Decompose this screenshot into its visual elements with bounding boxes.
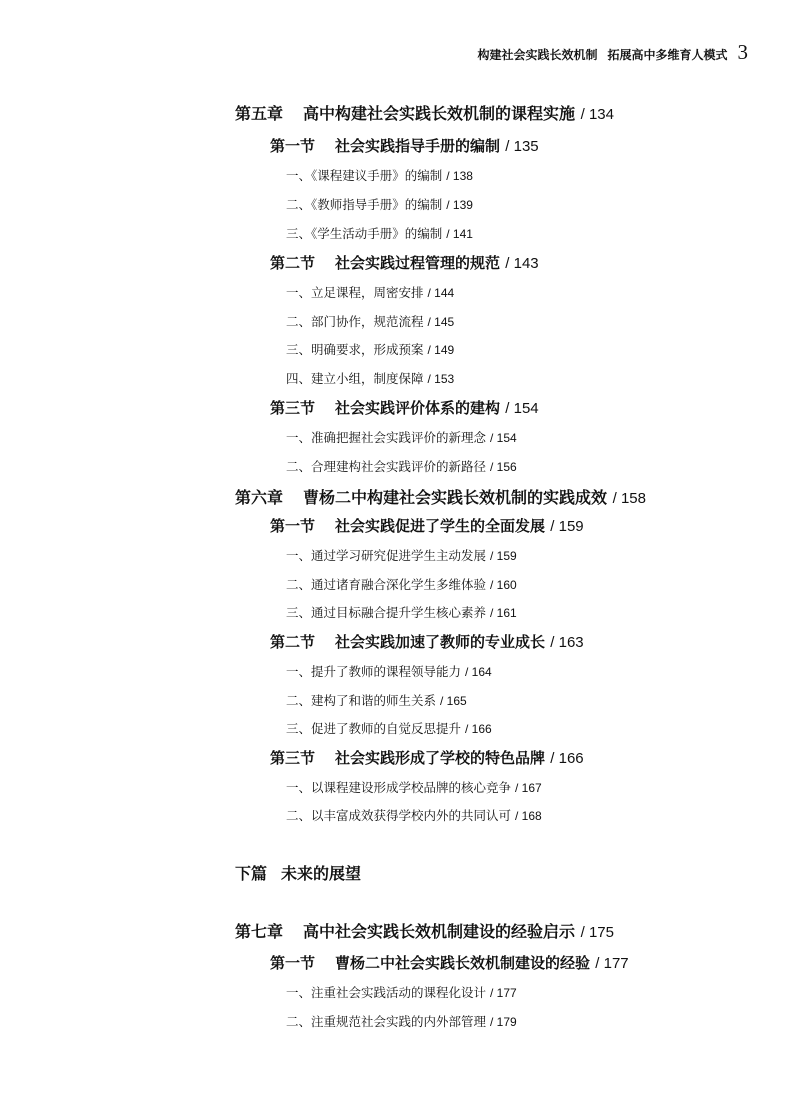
- toc-item[interactable]: [286, 312, 454, 330]
- item-page: / 167: [515, 781, 542, 795]
- section-number: 第一节: [270, 954, 316, 972]
- item-text: 二、注重规范社会实践的内外部管理: [286, 1014, 487, 1029]
- section-page: / 135: [505, 138, 539, 155]
- item-page: / 160: [490, 578, 517, 592]
- item-text: 二、建构了和谐的师生关系: [286, 693, 437, 708]
- chapter-number: 第七章: [235, 922, 284, 941]
- item-page: / 144: [427, 286, 455, 300]
- section-title: 社会实践加速了教师的专业成长: [335, 633, 546, 651]
- section-page: / 163: [550, 634, 584, 651]
- item-text: 一、通过学习研究促进学生主动发展: [286, 548, 487, 563]
- section-number: 第一节: [270, 517, 316, 535]
- item-page: / 159: [490, 549, 517, 563]
- chapter-number: 第五章: [235, 104, 284, 123]
- item-page: / 141: [446, 227, 473, 241]
- section-number: 第二节: [270, 633, 316, 651]
- item-text: 一、立足课程，周密安排: [286, 285, 424, 300]
- section-page: / 177: [595, 955, 629, 972]
- toc-item[interactable]: [286, 983, 517, 1001]
- toc-section[interactable]: [270, 515, 584, 536]
- item-text: 三、明确要求，形成预案: [286, 342, 424, 357]
- toc-item[interactable]: [286, 166, 473, 184]
- chapter-number: 第六章: [235, 488, 284, 507]
- item-text: 二、部门协作，规范流程: [286, 314, 424, 329]
- toc-chapter-7[interactable]: [235, 919, 614, 942]
- section-title: 社会实践指导手册的编制: [335, 137, 501, 155]
- toc-item[interactable]: [286, 1012, 517, 1030]
- toc-item[interactable]: [286, 719, 492, 737]
- section-page: / 159: [550, 518, 584, 535]
- section-page: / 166: [550, 750, 584, 767]
- header-subtitle: 拓展高中多维育人模式: [607, 48, 728, 62]
- toc-item[interactable]: [286, 575, 517, 593]
- section-number: 第二节: [270, 254, 316, 272]
- toc-section[interactable]: [270, 135, 539, 156]
- chapter-title: 高中社会实践长效机制建设的经验启示: [303, 922, 576, 941]
- item-page: / 166: [465, 722, 492, 736]
- toc-item[interactable]: [286, 457, 517, 475]
- section-number: 第三节: [270, 749, 316, 767]
- item-text: 一、注重社会实践活动的课程化设计: [286, 985, 487, 1000]
- item-page: / 138: [446, 169, 473, 183]
- part-title: 未来的展望: [281, 864, 362, 883]
- toc-item[interactable]: [286, 283, 454, 301]
- item-page: / 165: [440, 694, 467, 708]
- item-text: 一、准确把握社会实践评价的新理念: [286, 430, 487, 445]
- toc-item[interactable]: [286, 691, 467, 709]
- item-text: 一、以课程建设形成学校品牌的核心竞争: [286, 780, 512, 795]
- toc-item[interactable]: [286, 224, 473, 242]
- toc-section[interactable]: [270, 631, 584, 652]
- toc-item[interactable]: [286, 546, 517, 564]
- toc-chapter-6[interactable]: [235, 485, 646, 508]
- item-text: 一、《课程建议手册》的编制: [286, 168, 443, 183]
- chapter-title: 高中构建社会实践长效机制的课程实施: [303, 104, 576, 123]
- item-text: 三、通过目标融合提升学生核心素养: [286, 605, 487, 620]
- section-title: 曹杨二中社会实践长效机制建设的经验: [335, 954, 591, 972]
- item-text: 三、促进了教师的自觉反思提升: [286, 721, 462, 736]
- section-page: / 143: [505, 255, 539, 272]
- toc-chapter-5[interactable]: [235, 101, 614, 124]
- toc-section[interactable]: [270, 952, 629, 973]
- section-title: 社会实践过程管理的规范: [335, 254, 501, 272]
- header-book-title: 构建社会实践长效机制: [477, 48, 598, 62]
- item-page: / 153: [427, 372, 455, 386]
- toc-item[interactable]: [286, 195, 473, 213]
- item-page: / 177: [490, 986, 517, 1000]
- toc-item[interactable]: [286, 340, 454, 358]
- section-number: 第一节: [270, 137, 316, 155]
- item-text: 二、合理建构社会实践评价的新路径: [286, 459, 487, 474]
- toc-item[interactable]: [286, 603, 517, 621]
- section-title: 社会实践评价体系的建构: [335, 399, 501, 417]
- item-text: 二、《教师指导手册》的编制: [286, 197, 443, 212]
- toc-item[interactable]: [286, 662, 492, 680]
- toc-section[interactable]: [270, 747, 584, 768]
- chapter-page: / 134: [580, 106, 614, 123]
- item-page: / 156: [490, 460, 517, 474]
- item-text: 三、《学生活动手册》的编制: [286, 226, 443, 241]
- toc-part-3[interactable]: [235, 861, 361, 884]
- chapter-title: 曹杨二中构建社会实践长效机制的实践成效: [303, 488, 608, 507]
- item-page: / 161: [490, 606, 517, 620]
- item-page: / 139: [446, 198, 473, 212]
- section-number: 第三节: [270, 399, 316, 417]
- item-page: / 154: [490, 431, 517, 445]
- item-page: / 145: [427, 315, 455, 329]
- item-page: / 164: [465, 665, 492, 679]
- item-text: 二、以丰富成效获得学校内外的共同认可: [286, 808, 512, 823]
- toc-section[interactable]: [270, 252, 539, 273]
- section-page: / 154: [505, 400, 539, 417]
- item-text: 一、提升了教师的课程领导能力: [286, 664, 462, 679]
- item-text: 二、通过诸育融合深化学生多维体验: [286, 577, 487, 592]
- toc-section[interactable]: [270, 397, 539, 418]
- section-title: 社会实践促进了学生的全面发展: [335, 517, 546, 535]
- chapter-page: / 175: [580, 924, 614, 941]
- item-text: 四、建立小组，制度保障: [286, 371, 424, 386]
- section-title: 社会实践形成了学校的特色品牌: [335, 749, 546, 767]
- chapter-page: / 158: [612, 490, 646, 507]
- header-page-number: 3: [737, 40, 748, 64]
- item-page: / 168: [515, 809, 542, 823]
- toc-item[interactable]: [286, 428, 517, 446]
- toc-item[interactable]: [286, 806, 542, 824]
- item-page: / 149: [427, 343, 455, 357]
- item-page: / 179: [490, 1015, 517, 1029]
- part-number: 下篇: [235, 864, 268, 883]
- toc-item[interactable]: [286, 778, 542, 796]
- toc-item[interactable]: [286, 369, 454, 387]
